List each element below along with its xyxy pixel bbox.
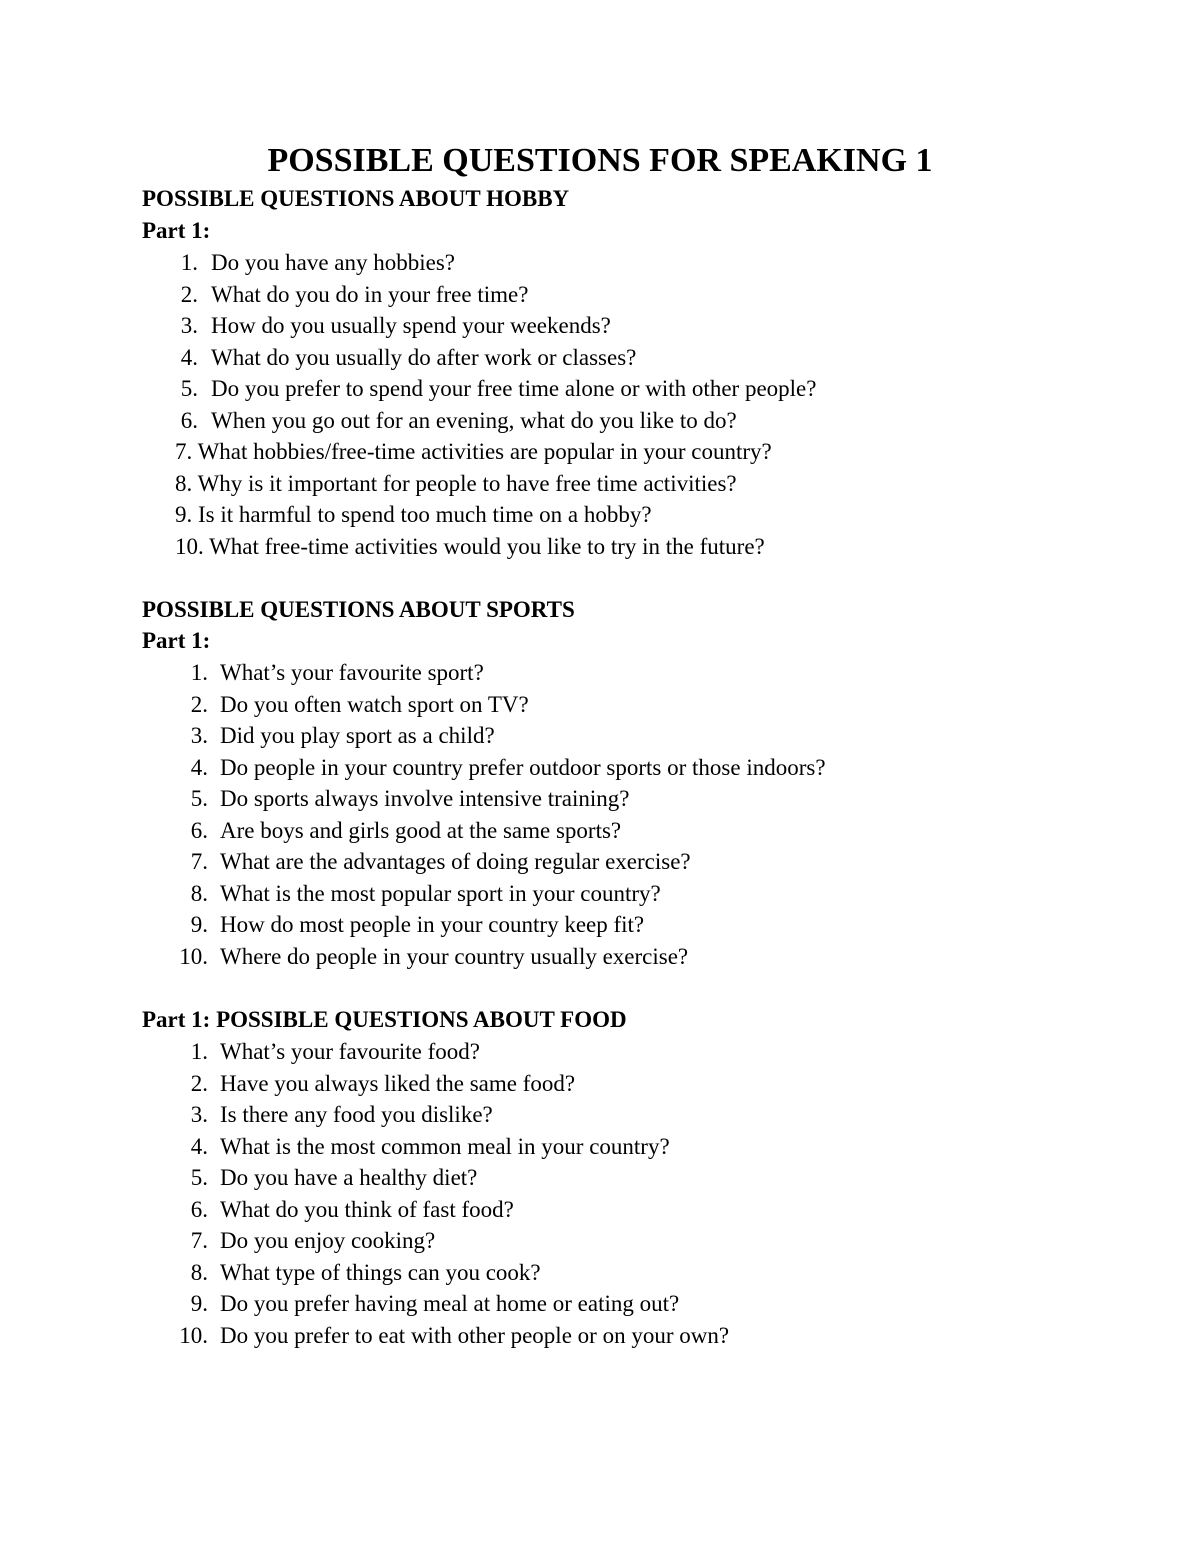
- list-item: [0, 500, 1200, 530]
- list-item: [0, 1289, 1200, 1319]
- question-text: Do people in your country prefer outdoor sports or those indoors?: [220, 754, 826, 780]
- hobby-heading: POSSIBLE QUESTIONS ABOUT HOBBY: [142, 186, 570, 211]
- list-item: [0, 280, 1200, 310]
- list-item: [0, 1258, 1200, 1288]
- list-item: [0, 311, 1200, 341]
- question-text: Did you play sport as a child?: [220, 723, 495, 748]
- question-text: 9. Is it harmful to spend too much time on a hobby?: [175, 502, 652, 527]
- question-number: 3.: [180, 313, 198, 338]
- question-number: 8.: [190, 1259, 208, 1285]
- question-text: How do you usually spend your weekends?: [211, 313, 611, 338]
- question-number: 5.: [180, 376, 198, 401]
- question-text: Have you always liked the same food?: [220, 1070, 576, 1096]
- page-title: POSSIBLE QUESTIONS FOR SPEAKING 1: [267, 142, 933, 179]
- question-number: 7.: [190, 849, 208, 874]
- question-number: 4.: [190, 1133, 208, 1159]
- list-item: [0, 879, 1200, 909]
- question-text: Do you have a healthy diet?: [220, 1165, 478, 1190]
- question-text: Do you enjoy cooking?: [220, 1228, 436, 1253]
- list-item: [0, 1321, 1200, 1351]
- list-item: [0, 1132, 1200, 1162]
- question-number: 2.: [190, 1070, 208, 1096]
- question-text: Are boys and girls good at the same sports?: [220, 817, 622, 843]
- question-number: 10.: [179, 1322, 208, 1348]
- sports-heading: POSSIBLE QUESTIONS ABOUT SPORTS: [142, 597, 575, 622]
- question-number: 9.: [190, 1291, 208, 1316]
- question-text: Do you often watch sport on TV?: [220, 691, 529, 717]
- question-number: 6.: [180, 407, 198, 433]
- question-number: 6.: [190, 817, 208, 843]
- list-item: [0, 406, 1200, 436]
- question-text: What do you usually do after work or classes?: [211, 344, 637, 370]
- list-item: [0, 374, 1200, 404]
- question-number: 1.: [180, 250, 198, 275]
- question-text: When you go out for an evening, what do you like to do?: [211, 407, 737, 433]
- question-text: Is there any food you dislike?: [220, 1102, 493, 1127]
- question-number: 7.: [190, 1228, 208, 1253]
- question-text: What is the most common meal in your country?: [220, 1133, 670, 1159]
- question-number: 1.: [190, 1039, 208, 1064]
- list-item: [0, 942, 1200, 972]
- list-item: [0, 910, 1200, 940]
- list-item: [0, 1195, 1200, 1225]
- question-text: Do you have any hobbies?: [211, 250, 455, 275]
- question-number: 1.: [190, 660, 208, 685]
- list-item: [0, 1100, 1200, 1130]
- question-text: What do you do in your free time?: [211, 281, 529, 307]
- question-text: What is the most popular sport in your country?: [220, 880, 661, 906]
- question-text: What do you think of fast food?: [220, 1196, 514, 1222]
- list-item: [0, 437, 1200, 467]
- question-number: 3.: [190, 723, 208, 748]
- question-text: What type of things can you cook?: [220, 1259, 541, 1285]
- food-heading: Part 1: POSSIBLE QUESTIONS ABOUT FOOD: [142, 1007, 627, 1032]
- question-number: 9.: [190, 912, 208, 937]
- list-item: [0, 469, 1200, 499]
- question-text: How do most people in your country keep fit?: [220, 912, 645, 937]
- list-item: [0, 847, 1200, 877]
- hobby-part-label: Part 1:: [142, 218, 211, 243]
- question-text: 8. Why is it important for people to have free time activities?: [175, 470, 737, 496]
- list-item: [0, 1226, 1200, 1256]
- question-number: 5.: [190, 1165, 208, 1190]
- list-item: [0, 721, 1200, 751]
- list-item: [0, 1069, 1200, 1099]
- question-text: Do you prefer to spend your free time alone or with other people?: [211, 376, 817, 401]
- list-item: [0, 816, 1200, 846]
- question-text: Do you prefer to eat with other people or on your own?: [220, 1322, 730, 1348]
- question-number: 8.: [190, 880, 208, 906]
- question-number: 4.: [190, 754, 208, 780]
- question-text: 7. What hobbies/free-time activities are popular in your country?: [175, 439, 772, 464]
- list-item: [0, 343, 1200, 373]
- question-text: Do you prefer having meal at home or eating out?: [220, 1291, 680, 1316]
- question-number: 5.: [190, 786, 208, 811]
- question-number: 4.: [180, 344, 198, 370]
- question-text: Where do people in your country usually exercise?: [220, 943, 689, 969]
- question-text: 10. What free-time activities would you like to try in the future?: [175, 533, 765, 559]
- question-number: 2.: [180, 281, 198, 307]
- list-item: [0, 532, 1200, 562]
- list-item: [0, 690, 1200, 720]
- question-number: 2.: [190, 691, 208, 717]
- list-item: [0, 248, 1200, 278]
- question-number: 3.: [190, 1102, 208, 1127]
- list-item: [0, 1163, 1200, 1193]
- question-number: 10.: [179, 943, 208, 969]
- sports-part-label: Part 1:: [142, 628, 211, 653]
- list-item: [0, 658, 1200, 688]
- question-number: 6.: [190, 1196, 208, 1222]
- list-item: [0, 1037, 1200, 1067]
- question-text: What’s your favourite sport?: [220, 660, 484, 685]
- question-text: What’s your favourite food?: [220, 1039, 480, 1064]
- list-item: [0, 753, 1200, 783]
- list-item: [0, 784, 1200, 814]
- question-text: What are the advantages of doing regular exercise?: [220, 849, 691, 874]
- question-text: Do sports always involve intensive training?: [220, 786, 630, 811]
